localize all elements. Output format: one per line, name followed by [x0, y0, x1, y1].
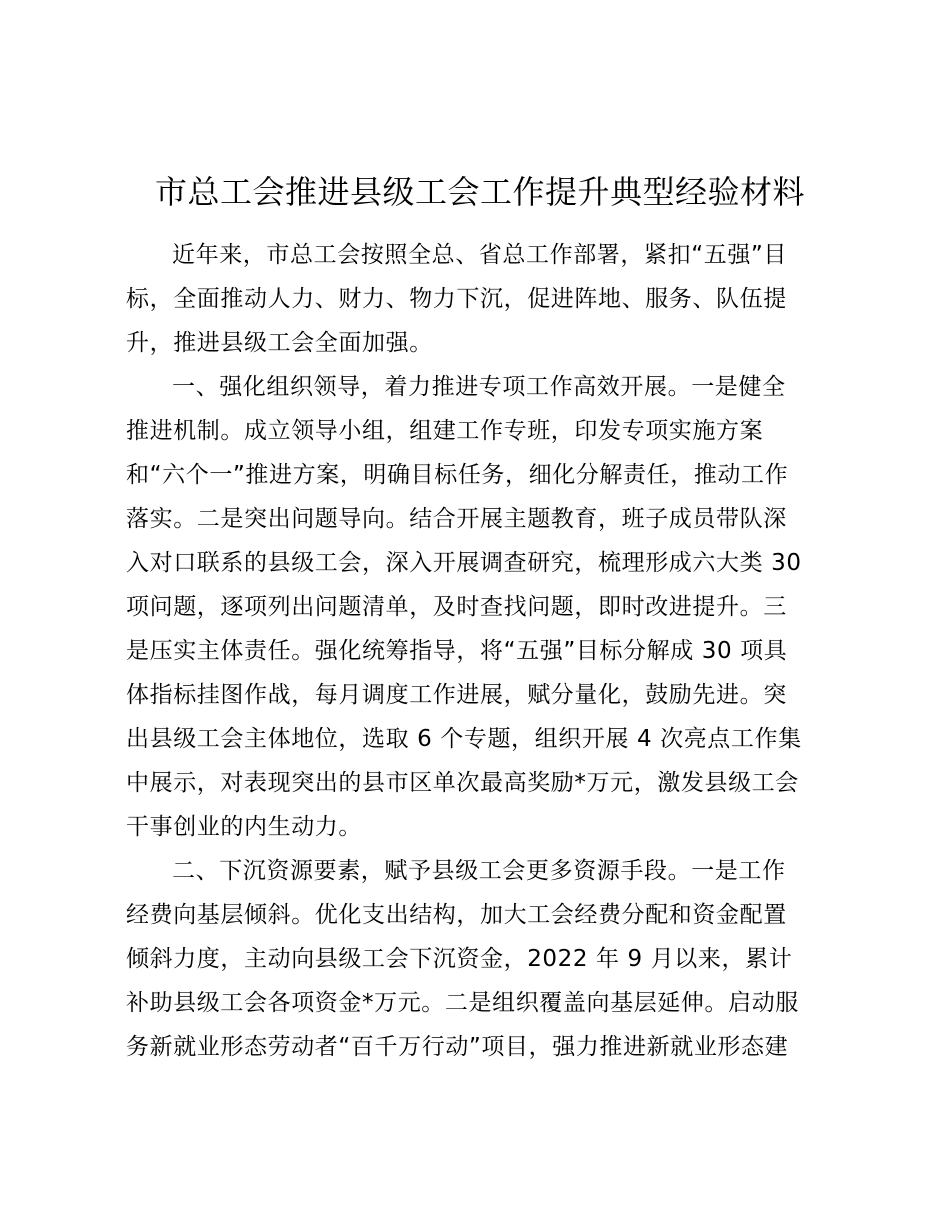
body-line: 和“六个一”推进方案，明确目标任务，细化分解责任，推动工作 — [126, 462, 789, 488]
body-line: 补助县级工会各项资金*万元。二是组织覆盖向基层延伸。启动服 — [126, 990, 799, 1016]
body-line: 升，推进县级工会全面加强。 — [126, 330, 433, 356]
body-line: 经费向基层倾斜。优化支出结构，加大工会经费分配和资金配置 — [126, 902, 787, 928]
body-line: 推进机制。成立领导小组，组建工作专班，印发专项实施方案 — [126, 418, 764, 444]
body-line: 二、下沉资源要素，赋予县级工会更多资源手段。一是工作 — [172, 858, 786, 884]
document-body — [126, 233, 838, 1069]
body-line: 中展示，对表现突出的县市区单次最高奖励*万元，激发县级工会 — [126, 770, 799, 796]
body-line: 项问题，逐项列出问题清单，及时查找问题，即时改进提升。三 — [126, 594, 787, 620]
body-line: 入对口联系的县级工会，深入开展调查研究，梳理形成六大类 30 — [126, 550, 802, 576]
body-line: 一、强化组织领导，着力推进专项工作高效开展。一是健全 — [172, 374, 786, 400]
body-line: 倾斜力度，主动向县级工会下沉资金，2022 年 9 月以来，累计 — [126, 946, 793, 972]
body-line: 是压实主体责任。强化统筹指导，将“五强”目标分解成 30 项具 — [126, 638, 788, 664]
body-line: 近年来，市总工会按照全总、省总工作部署，紧扣“五强”目 — [172, 242, 788, 268]
body-line: 干事创业的内生动力。 — [126, 814, 362, 840]
body-line: 出县级工会主体地位，选取 6 个专题，组织开展 4 次亮点工作集 — [126, 726, 802, 752]
body-line: 标，全面推动人力、财力、物力下沉，促进阵地、服务、队伍提 — [126, 286, 787, 312]
document-title: 市总工会推进县级工会工作提升典型经验材料 — [154, 173, 805, 211]
body-line: 落实。二是突出问题导向。结合开展主题教育，班子成员带队深 — [126, 506, 787, 532]
body-line: 务新就业形态劳动者“百千万行动”项目，强力推进新就业形态建 — [126, 1034, 789, 1060]
body-line: 体指标挂图作战，每月调度工作进展，赋分量化，鼓励先进。突 — [126, 682, 787, 708]
